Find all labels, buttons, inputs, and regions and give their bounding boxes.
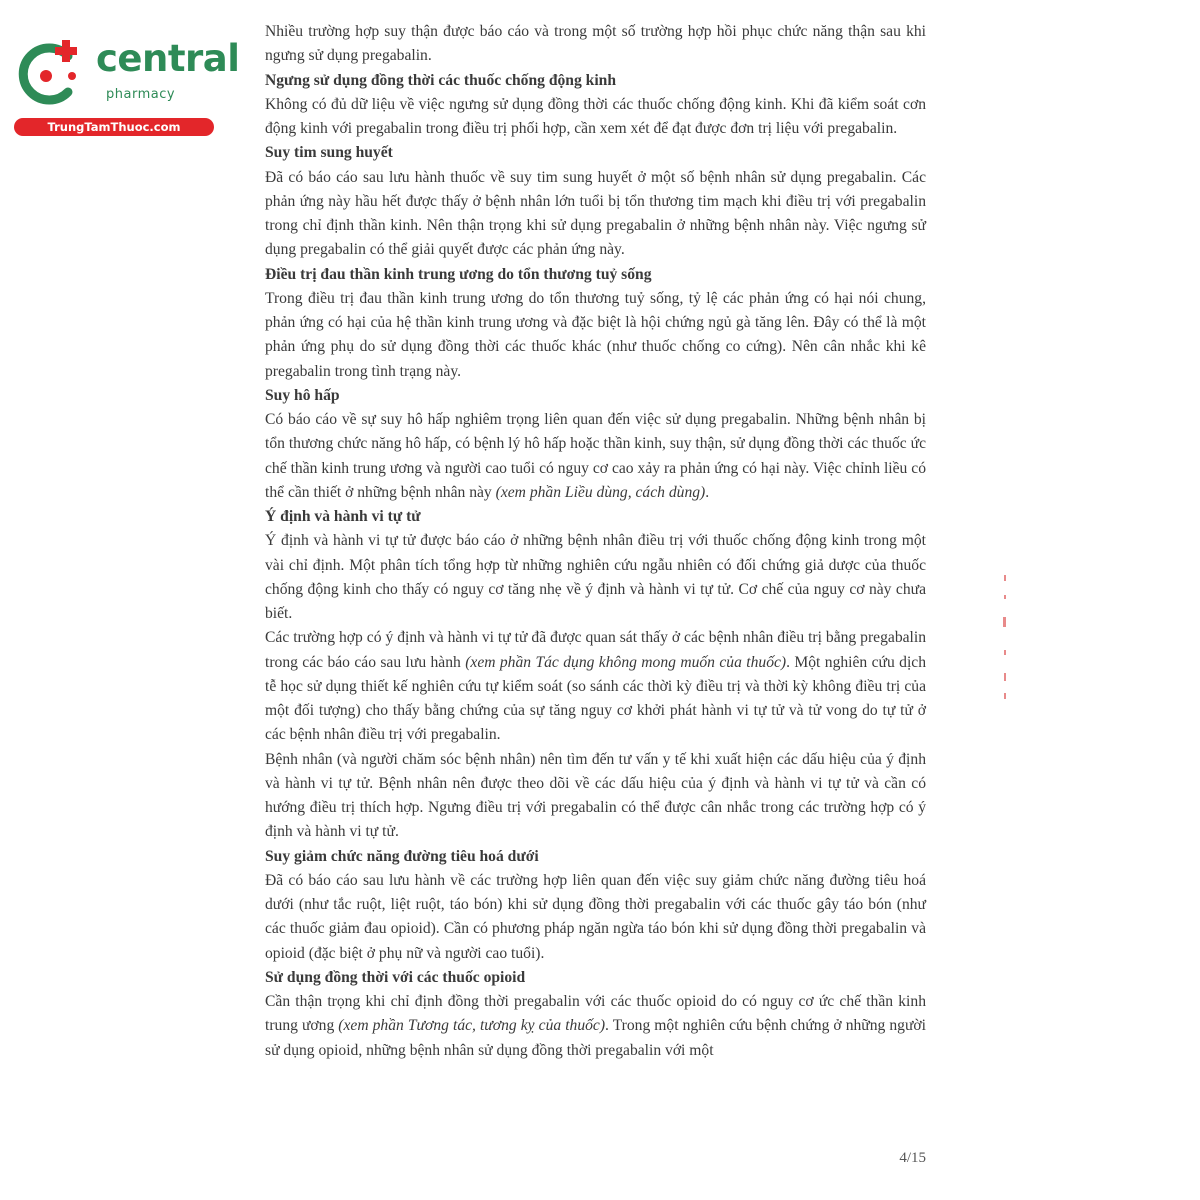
italic-cross-reference: (xem phần Tương tác, tương kỵ của thuốc) <box>338 1017 606 1035</box>
text-run: Điều trị đau thần kinh trung ương do tổn thương tuỷ sống <box>265 265 652 283</box>
text-run: Nhiều trường hợp suy thận được báo cáo và trong một số trường hợp hồi phục chức năng thận sau khi ngưng sử dụng pregabalin. <box>265 23 926 65</box>
body-paragraph <box>265 20 926 69</box>
section-heading <box>265 845 926 869</box>
page-number: 4/15 <box>899 1150 926 1166</box>
italic-cross-reference: (xem phần Tác dụng không mong muốn của thuốc) <box>465 653 787 671</box>
text-run: Ngưng sử dụng đồng thời các thuốc chống động kinh <box>265 71 617 89</box>
body-paragraph <box>265 626 926 747</box>
section-heading <box>265 141 926 165</box>
text-run: Các trường hợp có ý định và hành vi tự tử đã được quan sát thấy ở các bệnh nhân điều trị bằng pregabalin trong các báo cáo sau lưu hành <box>265 629 926 671</box>
section-heading <box>265 69 926 93</box>
text-run: Cần thận trọng khi chỉ định đồng thời pregabalin với các thuốc opioid do có nguy cơ ức chế thần kinh trung ương <box>265 993 926 1035</box>
body-paragraph <box>265 529 926 626</box>
text-run: Ý định và hành vi tự tử <box>265 508 421 525</box>
text-run: Đã có báo cáo sau lưu hành thuốc về suy tim sung huyết ở một số bệnh nhân sử dụng pregabalin. Các phản ứng này hầu hết được thấy ở bệnh nhân lớn tuổi bị tổn thương tim mạch khi điều trị với pregabalin trong chỉ định thần kinh. Nên thận trọng khi sử dụng pregabalin ở những bệnh nhân này. Việc ngưng sử dụng pregabalin có thể giải quyết được các phản ứng này. <box>265 168 926 259</box>
italic-cross-reference: (xem phần Liều dùng, cách dùng) <box>495 483 706 501</box>
body-paragraph <box>265 93 926 142</box>
text-run: . <box>705 483 710 501</box>
body-paragraph <box>265 869 926 966</box>
document-page <box>265 20 926 1063</box>
section-heading <box>265 505 926 529</box>
text-run: Suy giảm chức năng đường tiêu hoá dưới <box>265 847 539 865</box>
text-run: Có báo cáo về sự suy hô hấp nghiêm trọng liên quan đến việc sử dụng pregabalin. Những bệnh nhân bị tổn thương chức năng hô hấp, có bệnh lý hô hấp hoặc thần kinh, suy thận, sử dụng đồng thời các thuốc ức chế thần kinh trung ương và người cao tuổi có nguy cơ cao xảy ra phản ứng có hại này. Việc chỉnh liều có thể cần thiết ở những bệnh nhân này <box>265 411 926 501</box>
text-run: Suy tim sung huyết <box>265 144 393 162</box>
body-paragraph <box>265 166 926 263</box>
text-run: . Một nghiên cứu dịch tễ học sử dụng thiết kế nghiên cứu tự kiểm soát (so sánh các thời kỳ điều trị và thời kỳ không điều trị của một đối tượng) cho thấy bằng chứng của sự tăng nguy cơ khởi phát hành vi tự tử và tử vong do tự tử ở các bệnh nhân điều trị với pregabalin. <box>265 653 926 744</box>
text-run: Trong điều trị đau thần kinh trung ương do tổn thương tuỷ sống, tỷ lệ các phản ứng có hại nói chung, phản ứng có hại của hệ thần kinh trung ương và đặc biệt là hội chứng ngủ gà tăng lên. Đây có thể là một phản ứng phụ do sử dụng đồng thời các thuốc khác (như thuốc chống co cứng). Nên cân nhắc khi kê pregabalin trong tình trạng này. <box>265 289 926 380</box>
text-run: Đã có báo cáo sau lưu hành về các trường hợp liên quan đến việc suy giảm chức năng đường tiêu hoá dưới (như tắc ruột, liệt ruột, táo bón) khi sử dụng đồng thời pregabalin với các thuốc gây táo bón (như các thuốc giảm đau opioid). Cần có phương pháp ngăn ngừa táo bón khi sử dụng đồng thời pregabalin và opioid (đặc biệt ở phụ nữ và người cao tuổi). <box>265 871 926 962</box>
text-run: . Trong một nghiên cứu bệnh chứng ở những người sử dụng opioid, những bệnh nhân sử dụng đồng thời pregabalin với một <box>265 1017 927 1059</box>
text-run: Bệnh nhân (và người chăm sóc bệnh nhân) nên tìm đến tư vấn y tế khi xuất hiện các dấu hiệu của ý định và hành vi tự tử. Bệnh nhân nên được theo dõi về các dấu hiệu của ý định và hành vi tự tử và cần có hướng điều trị thích hợp. Ngưng điều trị với pregabalin có thể được cân nhắc trong các trường hợp có ý định và hành vi tự tử. <box>265 750 926 841</box>
body-paragraph <box>265 990 926 1063</box>
logo-website-badge: TrungTamThuoc.com <box>14 118 214 136</box>
text-run: Suy hô hấp <box>265 386 340 404</box>
body-paragraph <box>265 748 926 845</box>
logo-brand-text: central <box>96 37 240 80</box>
section-heading <box>265 966 926 990</box>
logo-tagline: pharmacy <box>106 87 176 102</box>
text-run: Không có đủ dữ liệu về việc ngưng sử dụng đồng thời các thuốc chống động kinh. Khi đã kiểm soát cơn động kinh với pregabalin trong điều trị phối hợp, cần xem xét để đạt được đơn trị liệu với pregabalin. <box>265 95 926 137</box>
section-heading <box>265 384 926 408</box>
body-paragraph <box>265 287 926 384</box>
central-pharmacy-logo <box>10 36 240 140</box>
text-run: Ý định và hành vi tự tử được báo cáo ở những bệnh nhân điều trị với thuốc chống động kinh trong một vài chỉ định. Một phân tích tổng hợp từ những nghiên cứu ngẫu nhiên có đối chứng giả dược của thuốc chống động kinh cho thấy có nguy cơ tăng nhẹ về ý định và hành vi tự tử. Cơ chế của nguy cơ này chưa biết. <box>265 532 926 622</box>
central-pharmacy-logo-icon <box>10 36 86 112</box>
body-paragraph <box>265 408 926 505</box>
margin-stamp-marks <box>1000 575 1010 705</box>
section-heading <box>265 263 926 287</box>
text-run: Sử dụng đồng thời với các thuốc opioid <box>265 968 526 986</box>
